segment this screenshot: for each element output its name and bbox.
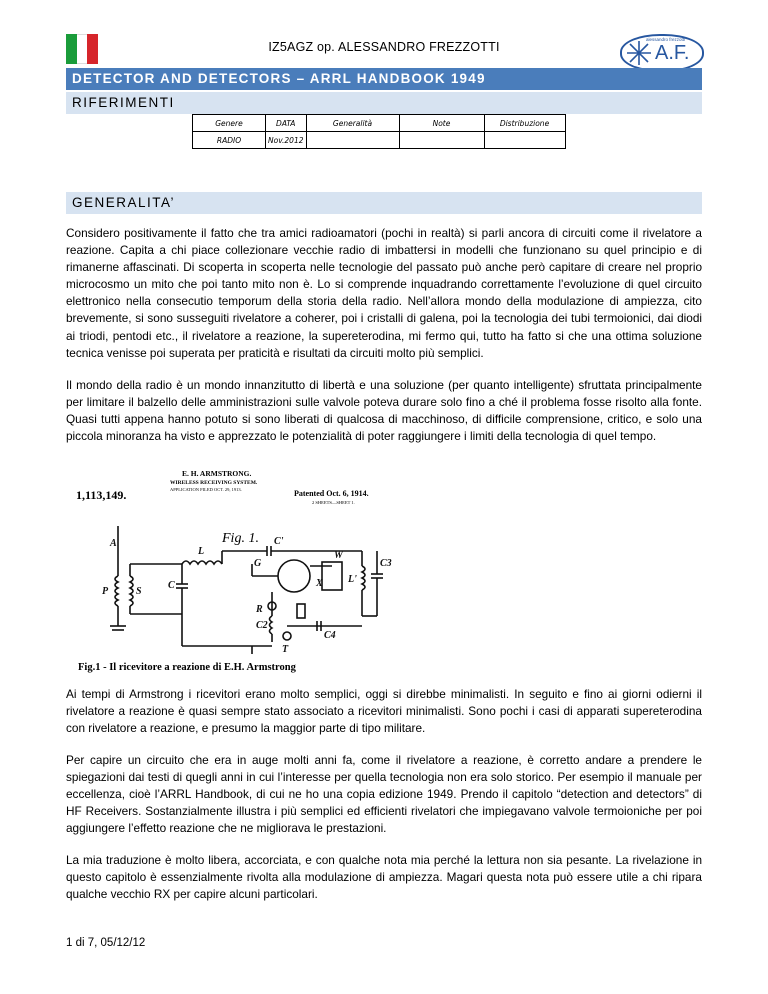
schematic-label-t: T (282, 644, 289, 655)
paragraph: La mia traduzione è molto libera, accorciata, e con qualche nota mia perché la lettura non sia pesante. La rivelazione in questo capitolo è essenzialmente rivolta alla modulazione di ampiezza. Magari questa nota può essere utile a chi ripara qualche vecchio RX per capire alcuni particolari. (66, 853, 702, 902)
table-cell (306, 132, 399, 149)
table-cell: RADIO (193, 132, 266, 149)
schematic-label-p: P (102, 586, 109, 597)
table-header-cell: Generalità (306, 115, 399, 132)
logo-small-text: alessandro frezzotti (646, 37, 686, 42)
schematic-label-l: L (198, 546, 205, 557)
header-title: IZ5AGZ op. ALESSANDRO FREZZOTTI (268, 40, 500, 54)
af-logo (620, 34, 704, 72)
table-row (193, 132, 566, 149)
schematic-label-c-prime: C' (274, 536, 284, 547)
table-header-cell: Distribuzione (484, 115, 565, 132)
schematic-label-w: W (334, 550, 343, 561)
schematic-label-a: A (110, 538, 117, 549)
patent-number: 1,113,149. (76, 488, 127, 502)
paragraph: Ai tempi di Armstrong i ricevitori erano molto semplici, oggi si direbbe minimalisti. In seguito e fino ai giorni odierni il rivelatore a reazione è quasi sempre stato associato a ricevitori minimalisti. Sono pochi i casi di apparati supereterodina con rivelatore a reazione, e presumo la maggior parte di tipo militare. (66, 687, 702, 736)
figure-label: Fig. 1. (222, 531, 259, 546)
table-cell (399, 132, 484, 149)
patent-date: Patented Oct. 6, 1914. (294, 489, 369, 498)
table-cell: Nov.2012 (266, 132, 307, 149)
patent-system: WIRELESS RECEIVING SYSTEM. (170, 480, 258, 486)
references-heading: RIFERIMENTI (66, 92, 702, 114)
table-header-cell: Note (399, 115, 484, 132)
logo-text: A.F. (655, 42, 690, 64)
table-cell (484, 132, 565, 149)
armstrong-patent-figure (72, 466, 396, 676)
generalita-heading: GENERALITA’ (66, 192, 702, 214)
schematic-drawing (72, 466, 396, 662)
table-header-row (193, 115, 566, 132)
patent-inventor: E. H. ARMSTRONG. (182, 469, 252, 478)
schematic-label-c2: C2 (256, 620, 268, 631)
schematic-label-l1: L' (348, 574, 357, 585)
star-icon (626, 40, 652, 66)
paragraph: Considero positivamente il fatto che tra amici radioamatori (pochi in realtà) si parli ancora di circuiti come il rivelatore a reazione. Capita a chi piace collezionare vecchie radio di imbattersi in modelli che funzionano su quel principio e di rimanerne affascinati. Di scoperta in scoperta nelle tecnologie del passato può anche però capitare di creare nel proprio microcosmo un mito che poi tanto mito non è. Lo si comprende inquadrando correttamente l’evoluzione di quel circuito elettronico nella consecutio temporum della storia della radio. Nell’allora mondo della modulazione di ampiezza, cito brevemente, si sono susseguiti rivelatore a coherer, poi i cristalli di galena, poi la tecnologia dei tubi termoionici, dai diodi ai triodi, pentodi etc., il rivelatore a reazione, la supereterodina, mi fermo qui, tutto ha fatto si che una ottima soluzione tecnica venisse poi superata per praticità e risultati da circuiti molto più semplici. (66, 226, 702, 360)
schematic-label-c: C (168, 580, 175, 591)
patent-sheets: 2 SHEETS—SHEET 1. (312, 500, 355, 505)
patent-filed: APPLICATION FILED OCT. 29, 1913. (170, 487, 242, 492)
main-title: DETECTOR AND DETECTORS – ARRL HANDBOOK 1949 (66, 68, 702, 90)
schematic-label-c3: C3 (380, 558, 392, 569)
schematic-label-x: X (316, 578, 323, 589)
references-table (192, 114, 566, 149)
page-footer: 1 di 7, 05/12/12 (66, 937, 146, 949)
schematic-label-r: R (256, 604, 263, 615)
schematic-label-g: G (254, 558, 262, 569)
paragraph: Il mondo della radio è un mondo innanzitutto di libertà e una soluzione (per quanto intelligente) sfruttata principalmente per limitare il balzello delle amministrazioni sulle valvole poteva durare solo fino a ché il problema fosse risolto alla fonte. Quasi tutti appena hanno potuto si sono liberati di qualcosa di macchinoso, di difficile comprensione, critico, e solo una piccola minoranza ha visto e apprezzato le potenzialità di poter raggiungere i limiti della tecnologia di quel tempo. (66, 378, 702, 444)
schematic-label-c4: C4 (324, 630, 336, 641)
table-header-cell: Genere (193, 115, 266, 132)
paragraph: Per capire un circuito che era in auge molti anni fa, come il rivelatore a reazione, è corretto andare a prendere le spiegazioni dai testi di quegli anni in cui l’interesse per quella tecnologia non era solo storico. Per esempio il manuale per eccellenza, cioè l’ARRL Handbook, di cui ne ho una copia edizione 1949. Prendo il capitolo “detection and detectors” di HF Receivers. Sostanzialmente illustra i più semplici ed efficienti rivelatori che impiegavano valvole termoioniche per poi aggiungere l’effetto reazione che ne migliorava le prestazioni. (66, 753, 702, 836)
figure-caption: Fig.1 - Il ricevitore a reazione di E.H. Armstrong (78, 662, 296, 673)
schematic-label-s: S (136, 586, 142, 597)
table-header-cell: DATA (266, 115, 307, 132)
